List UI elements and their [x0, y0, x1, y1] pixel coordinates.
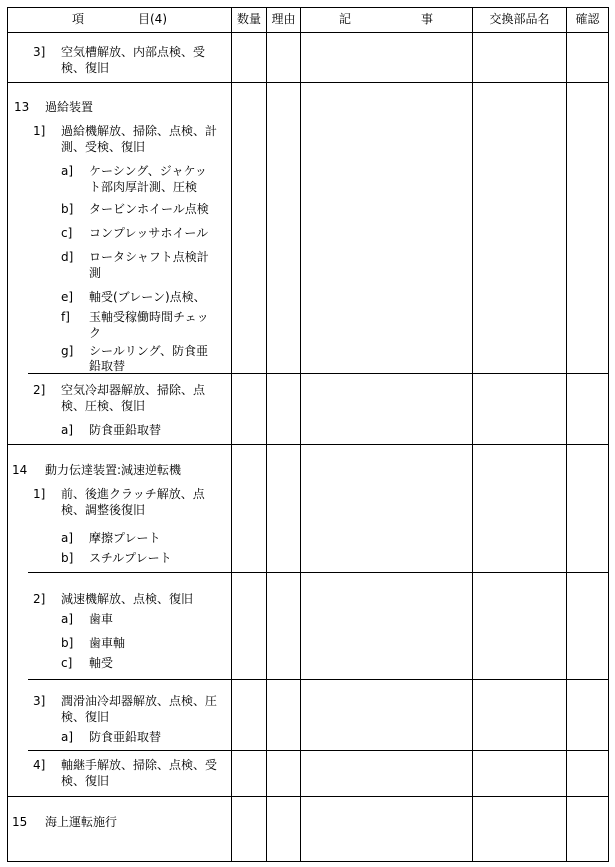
- item-text: 検、復旧: [61, 61, 110, 75]
- subitem-letter: d]: [61, 250, 74, 264]
- subitem-letter: b]: [61, 551, 74, 565]
- subitem-text: 軸受: [89, 656, 114, 670]
- subitem-letter: b]: [61, 202, 74, 216]
- item-text: 測、受検、復旧: [61, 140, 146, 154]
- subitem-text: 鉛取替: [89, 359, 126, 373]
- subitem-letter: a]: [61, 531, 74, 545]
- subitem-letter: a]: [61, 730, 74, 744]
- item-text: 減速機解放、点検、復旧: [61, 592, 194, 606]
- row-line: [28, 750, 609, 751]
- item-number: 2]: [33, 383, 46, 397]
- row-line: [28, 572, 609, 573]
- section-number: 13: [14, 100, 30, 114]
- subitem-text: 軸受(ブレーン)点検、: [89, 290, 206, 304]
- section-title: 動力伝達装置:減速逆転機: [45, 463, 182, 477]
- header-notes-right: 事: [420, 12, 433, 26]
- header-item-right: 目(4): [138, 12, 167, 26]
- section-number: 14: [12, 463, 28, 477]
- subitem-letter: a]: [61, 612, 74, 626]
- header-reason: 理由: [271, 12, 296, 26]
- item-text: 検、調整後復旧: [61, 503, 146, 517]
- item-number: 1]: [33, 124, 46, 138]
- subitem-letter: c]: [61, 226, 73, 240]
- subitem-text: 玉軸受稼働時間チェッ: [89, 310, 209, 324]
- item-number: 1]: [33, 487, 46, 501]
- item-number: 2]: [33, 592, 46, 606]
- subitem-text: 防食亜鉛取替: [89, 730, 162, 744]
- header-confirm: 確認: [575, 12, 600, 26]
- subitem-letter: b]: [61, 636, 74, 650]
- item-text: 軸継手解放、掃除、点検、受: [61, 758, 218, 772]
- header-bottom-line: [7, 32, 609, 33]
- subitem-text: 歯車: [89, 612, 114, 626]
- subitem-text: シールリング、防食亜: [89, 344, 209, 358]
- header-item-left: 項: [71, 12, 84, 26]
- item-text: 空気槽解放、内部点検、受: [61, 45, 206, 59]
- subitem-letter: c]: [61, 656, 73, 670]
- subitem-text: 防食亜鉛取替: [89, 423, 162, 437]
- subitem-text: ク: [89, 326, 102, 340]
- column-divider-quantity: [266, 7, 267, 862]
- item-text: 潤滑油冷却器解放、点検、圧: [61, 694, 218, 708]
- item-number: 3]: [33, 694, 46, 708]
- column-divider-item: [231, 7, 232, 862]
- subitem-letter: e]: [61, 290, 74, 304]
- subitem-letter: a]: [61, 164, 74, 178]
- item-text: 過給機解放、掃除、点検、計: [61, 124, 218, 138]
- subitem-letter: a]: [61, 423, 74, 437]
- row-line: [7, 444, 609, 445]
- subitem-text: 測: [89, 266, 102, 280]
- subitem-text: 摩擦プレート: [89, 531, 161, 545]
- subitem-text: ト部肉厚計測、圧検: [89, 180, 198, 194]
- header-notes-left: 記: [338, 12, 351, 26]
- item-number: 3]: [33, 45, 46, 59]
- column-divider-notes: [472, 7, 473, 862]
- subitem-text: ケーシング、ジャケッ: [89, 164, 207, 178]
- row-line: [28, 679, 609, 680]
- border-bottom: [7, 861, 609, 862]
- subitem-text: コンプレッサホイール: [89, 226, 209, 240]
- section-number: 15: [12, 815, 28, 829]
- item-number: 4]: [33, 758, 46, 772]
- border-left: [7, 7, 8, 862]
- row-line: [7, 82, 609, 83]
- header-replaced-parts: 交換部品名: [489, 12, 550, 26]
- subitem-text: スチルプレート: [89, 551, 172, 565]
- subitem-text: タービンホイール点検: [89, 202, 209, 216]
- section-title: 海上運転施行: [45, 815, 118, 829]
- item-text: 検、圧検、復旧: [61, 399, 146, 413]
- item-text: 前、後進クラッチ解放、点: [61, 487, 205, 501]
- item-text: 検、復旧: [61, 774, 110, 788]
- item-text: 空気冷却器解放、掃除、点: [61, 383, 206, 397]
- header-quantity: 数量: [236, 12, 261, 26]
- subitem-letter: g]: [61, 344, 74, 358]
- subitem-text: 歯車軸: [89, 636, 126, 650]
- border-right: [608, 7, 609, 862]
- subitem-letter: f]: [61, 310, 70, 324]
- section-title: 過給装置: [45, 100, 94, 114]
- column-divider-reason: [300, 7, 301, 862]
- item-text: 検、復旧: [61, 710, 110, 724]
- column-divider-parts: [566, 7, 567, 862]
- subitem-text: ロータシャフト点検計: [89, 250, 209, 264]
- row-line: [7, 796, 609, 797]
